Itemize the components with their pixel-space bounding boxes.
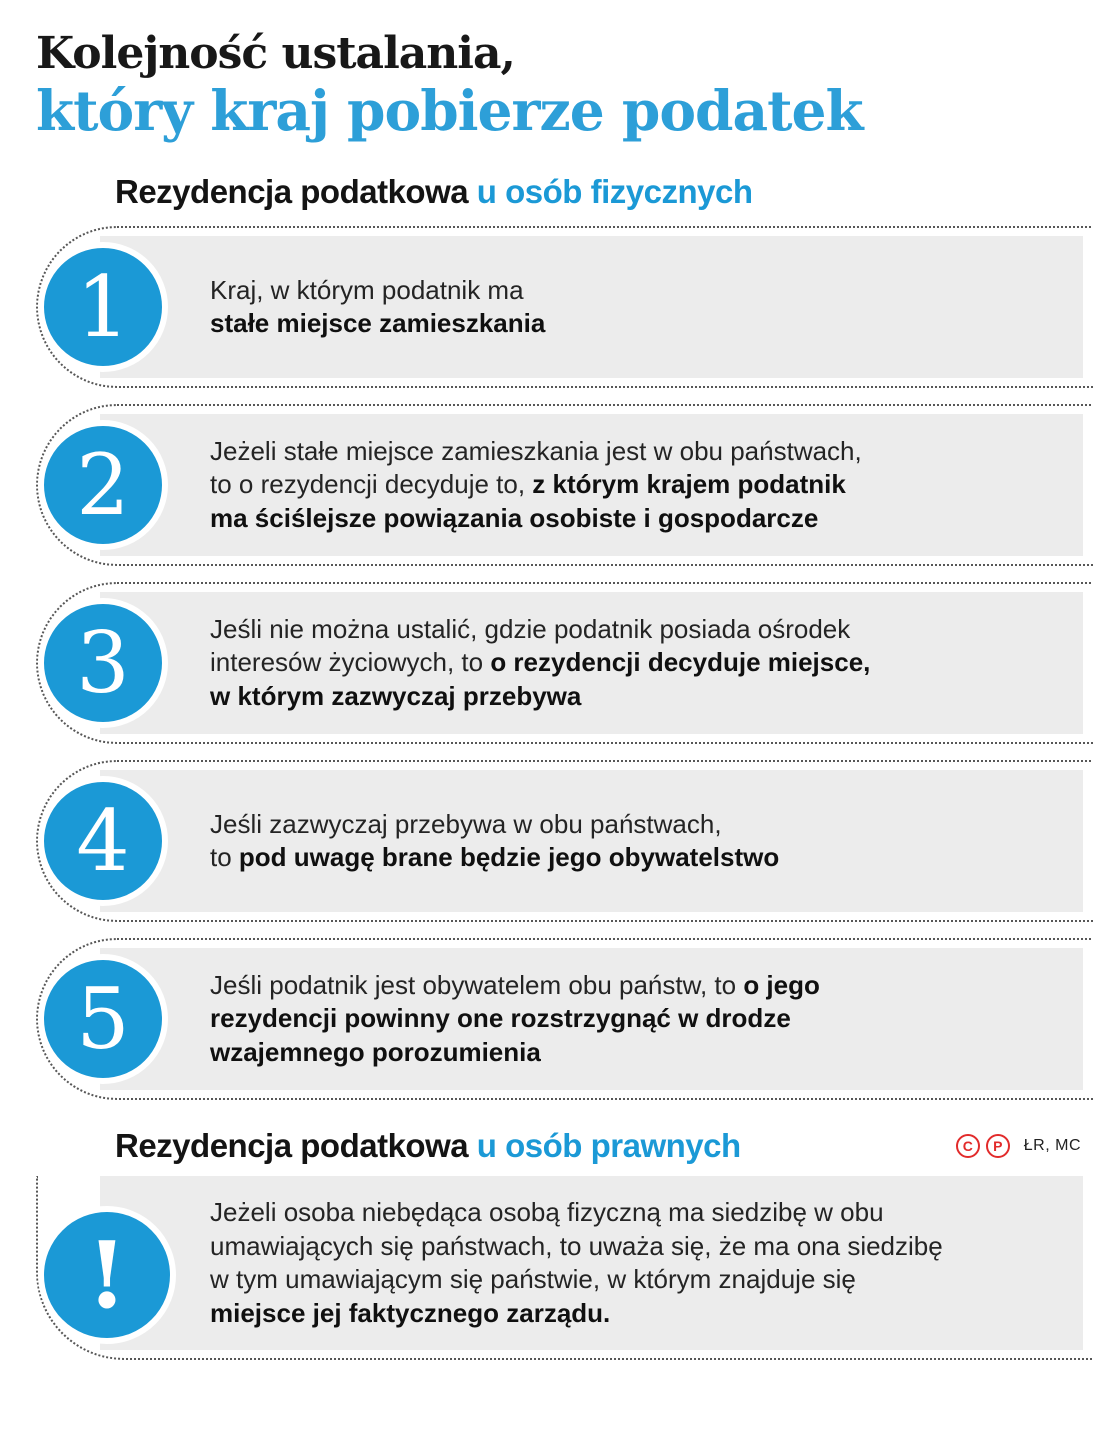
step-number-badge bbox=[38, 420, 168, 550]
step-number: 5 bbox=[76, 970, 130, 1068]
step-number: 2 bbox=[76, 436, 130, 534]
text-segment: Jeśli zazwyczaj przebywa w obu państwach, bbox=[210, 808, 722, 839]
text-bold-segment: z którym krajem podatnik bbox=[532, 469, 846, 500]
note-item bbox=[0, 1176, 1093, 1350]
text-segment: Jeżeli osoba niebędąca osobą fizyczną ma siedzibę w obu bbox=[210, 1197, 884, 1227]
text-bold-segment: o jego bbox=[743, 969, 820, 1000]
step-text-panel bbox=[100, 948, 1083, 1090]
step-item bbox=[0, 414, 1093, 556]
step-number: 3 bbox=[76, 614, 130, 712]
copyright-icon: C bbox=[956, 1134, 980, 1158]
text-line bbox=[210, 969, 1067, 1003]
text-bold-segment: stałe miejsce zamieszkania bbox=[210, 308, 546, 338]
step-number-badge bbox=[38, 598, 168, 728]
step-text-panel bbox=[100, 1176, 1083, 1350]
section-heading-legal bbox=[115, 1126, 741, 1166]
step-number: 1 bbox=[76, 258, 130, 356]
text-segment: Kraj, w którym podatnik ma bbox=[210, 274, 524, 305]
steps-list bbox=[0, 236, 1093, 1090]
text-line bbox=[210, 1230, 1067, 1264]
text-line bbox=[210, 613, 1067, 647]
step-number: 4 bbox=[76, 792, 130, 890]
step-item bbox=[0, 592, 1093, 734]
section-heading-legal-black: Rezydencja podatkowa bbox=[115, 1127, 469, 1164]
step-text-panel bbox=[100, 770, 1083, 912]
text-segment: interesów życiowych, to bbox=[210, 647, 491, 678]
text-segment: Jeśli nie można ustalić, gdzie podatnik posiada ośrodek bbox=[210, 613, 851, 644]
text-line bbox=[210, 435, 1067, 469]
note-slot bbox=[0, 1176, 1093, 1350]
text-bold-segment: w którym zazwyczaj przebywa bbox=[210, 680, 582, 711]
step-item bbox=[0, 236, 1093, 378]
step-text-panel bbox=[100, 236, 1083, 378]
text-bold-segment: pod uwagę brane będzie jego obywatelstwo bbox=[238, 842, 780, 872]
text-bold-segment: ma ściślejsze powiązania osobiste i gospodarcze bbox=[210, 502, 819, 533]
text-line bbox=[210, 468, 1067, 502]
title-line-1: Kolejność ustalania, bbox=[36, 28, 515, 79]
section-heading-individuals bbox=[115, 172, 1093, 212]
section-heading-legal-blue: u osób prawnych bbox=[476, 1127, 741, 1164]
text-line bbox=[210, 274, 1067, 308]
text-line bbox=[210, 502, 1067, 536]
text-segment: to o rezydencji decyduje to, bbox=[210, 469, 533, 500]
text-line bbox=[210, 646, 1067, 680]
text-line bbox=[210, 1002, 1067, 1036]
phonogram-icon: P bbox=[986, 1134, 1010, 1158]
text-segment: to bbox=[210, 842, 239, 872]
credit-authors: ŁR, MC bbox=[1023, 1137, 1081, 1154]
text-line bbox=[210, 680, 1067, 714]
step-item bbox=[0, 948, 1093, 1090]
step-number-badge bbox=[38, 776, 168, 906]
text-segment: Jeśli podatnik jest obywatelem obu państw, to bbox=[210, 969, 744, 1000]
section-row-legal bbox=[0, 1126, 1081, 1166]
text-line bbox=[210, 1196, 1067, 1230]
text-line bbox=[210, 841, 1067, 875]
step-text-panel bbox=[100, 414, 1083, 556]
text-line bbox=[210, 307, 1067, 341]
text-line bbox=[210, 1263, 1067, 1297]
text-segment: w tym umawiającym się państwie, w którym znajduje się bbox=[210, 1264, 856, 1294]
text-line bbox=[210, 1297, 1067, 1331]
text-segment: umawiających się państwach, to uważa się, że ma ona siedzibę bbox=[210, 1230, 943, 1261]
text-segment: Jeżeli stałe miejsce zamieszkania jest w obu państwach, bbox=[210, 435, 862, 466]
note-badge bbox=[38, 1206, 176, 1344]
page-title bbox=[36, 28, 1093, 142]
text-line bbox=[210, 1036, 1067, 1070]
step-text-panel bbox=[100, 592, 1083, 734]
step-number-badge bbox=[38, 954, 168, 1084]
exclamation-icon: ! bbox=[86, 1221, 128, 1329]
step-item bbox=[0, 770, 1093, 912]
text-bold-segment: miejsce jej faktycznego zarządu. bbox=[210, 1297, 611, 1328]
section-heading-individuals-blue: u osób fizycznych bbox=[476, 173, 753, 210]
text-bold-segment: wzajemnego porozumienia bbox=[210, 1036, 541, 1067]
title-line-2: który kraj pobierze podatek bbox=[36, 78, 863, 143]
text-line bbox=[210, 808, 1067, 842]
section-heading-individuals-black: Rezydencja podatkowa bbox=[115, 173, 469, 210]
text-bold-segment: rezydencji powinny one rozstrzygnąć w drodze bbox=[210, 1003, 791, 1034]
step-number-badge bbox=[38, 242, 168, 372]
credit bbox=[956, 1134, 1081, 1158]
text-bold-segment: o rezydencji decyduje miejsce, bbox=[490, 647, 871, 678]
